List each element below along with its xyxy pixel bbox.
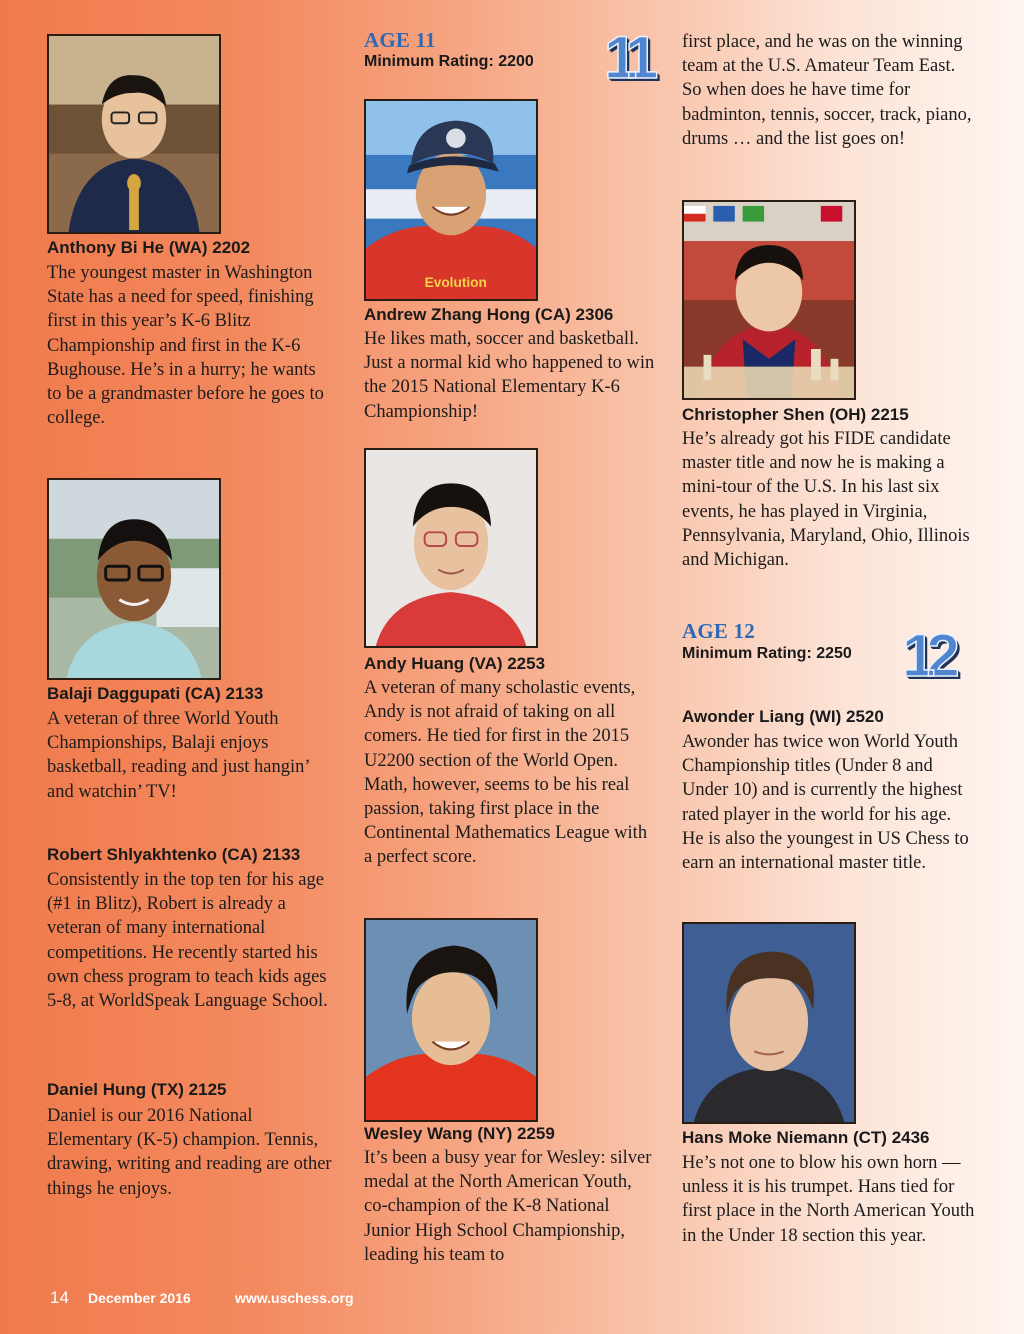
- player-name-anthony: Anthony Bi He (WA) 2202: [47, 238, 251, 257]
- player-name-hans: Hans Moke Niemann (CT) 2436: [682, 1128, 930, 1147]
- player-bio-balaji: A veteran of three World Youth Championships, Balaji enjoys basketball, reading and just hangin’ and watchin’ TV!: [47, 709, 310, 802]
- player-bio-robert: Consistently in the top ten for his age (#1 in Blitz), Robert is already a veteran of many international competitions. He recently started his own chess program to teach kids ages 5-8, at WorldSpeak Language School.: [47, 870, 328, 1012]
- photo-andy-huang: [364, 448, 538, 648]
- player-name-awonder: Awonder Liang (WI) 2520: [682, 707, 884, 726]
- age-11-heading: AGE 11: [364, 28, 436, 52]
- player-name-andy: Andy Huang (VA) 2253: [364, 654, 546, 673]
- player-bio-daniel: Daniel is our 2016 National Elementary (K-5) champion. Tennis, drawing, writing and reading are other things he enjoys.: [47, 1106, 332, 1199]
- player-bio-andrew: He likes math, soccer and basketball. Just a normal kid who happened to win the 2015 National Elementary K-6 Championship!: [364, 329, 655, 422]
- age-12-min-rating: Minimum Rating: 2250: [682, 645, 852, 662]
- player-name-christopher: Christopher Shen (OH) 2215: [682, 405, 909, 424]
- player-bio-awonder: Awonder has twice won World Youth Championship titles (Under 8 and Under 10) and is currently the highest rated player in the world for his age. He is also the youngest in US Chess to earn an international master title.: [682, 732, 969, 874]
- player-bio-anthony: The youngest master in Washington State has a need for speed, finishing first in this year’s K-6 Blitz Championship and first in the K-6 Bughouse. He’s in a hurry; he wants to be a grandmaster before he goes to college.: [47, 263, 324, 429]
- age-12-number-graphic: 12: [902, 622, 951, 689]
- photo-wesley-wang: [364, 918, 538, 1122]
- player-name-balaji: Balaji Daggupati (CA) 2133: [47, 684, 264, 703]
- player-bio-christopher: He’s already got his FIDE candidate master title and now he is making a mini-tour of the U.S. In his last six events, he has played in Virginia, Pennsylvania, Maryland, Ohio, Illinois and Michigan.: [682, 429, 970, 571]
- player-bio-andy: A veteran of many scholastic events, Andy is not afraid of taking on all comers. He tied for first in the 2015 U2200 section of the World Open. Math, however, seems to be his real passion, taking first place in the Continental Mathematics League with a perfect score.: [364, 678, 648, 868]
- age-11-number-graphic: 11: [604, 24, 650, 91]
- page-number: 14: [50, 1288, 69, 1307]
- player-bio-wesley-continued: first place, and he was on the winning team at the U.S. Amateur Team East. So when does he have time for badminton, tennis, soccer, track, piano, drums … and the list goes on!: [682, 32, 972, 149]
- photo-christopher-shen: [682, 200, 856, 400]
- player-bio-hans: He’s not one to blow his own horn —unless it is his trumpet. Hans tied for first place in the North American Youth in the Under 18 section this year.: [682, 1153, 975, 1246]
- player-name-wesley: Wesley Wang (NY) 2259: [364, 1124, 555, 1143]
- player-bio-wesley: It’s been a busy year for Wesley: silver medal at the North American Youth, co-champion of the K-8 National Junior High School Championship, leading his team to: [364, 1148, 652, 1265]
- photo-andrew-zhang-hong: [364, 99, 538, 301]
- photo-balaji-daggupati: [47, 478, 221, 680]
- photo-hans-moke-niemann: [682, 922, 856, 1124]
- svg-text:Evolution: Evolution: [424, 275, 487, 291]
- website-url: www.uschess.org: [235, 1290, 354, 1306]
- player-name-daniel: Daniel Hung (TX) 2125: [47, 1080, 227, 1099]
- photo-anthony-bi-he: [47, 34, 221, 234]
- player-name-andrew: Andrew Zhang Hong (CA) 2306: [364, 305, 614, 324]
- issue-date: December 2016: [88, 1290, 191, 1306]
- age-11-min-rating: Minimum Rating: 2200: [364, 53, 534, 70]
- age-12-heading: AGE 12: [682, 619, 755, 643]
- player-name-robert: Robert Shlyakhtenko (CA) 2133: [47, 845, 301, 864]
